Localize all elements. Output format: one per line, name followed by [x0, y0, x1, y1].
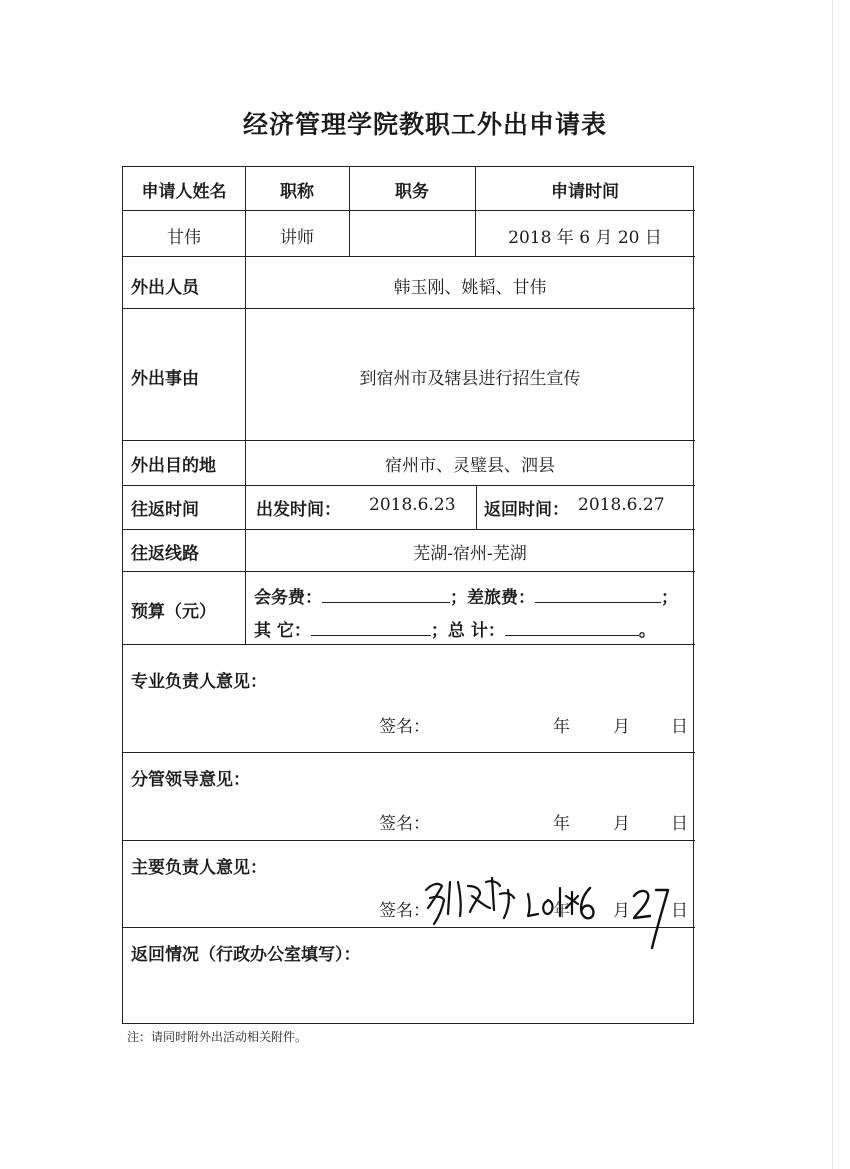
deputy-day: 日: [671, 814, 688, 834]
meeting-fee-blank: [322, 586, 450, 603]
form-title: 经济管理学院教职工外出申请表: [242, 110, 607, 139]
destination-value: 宿州市、灵璧县、泗县: [385, 456, 555, 476]
budget-period: 。: [638, 621, 656, 641]
applicant-date: 2018 年 6 月 20 日: [508, 228, 662, 248]
return-label: 返回时间：: [484, 500, 569, 520]
major-day: 日: [671, 717, 688, 737]
other-fee-label: 其 它：: [254, 621, 311, 641]
major-year: 年: [553, 717, 570, 737]
return-value: 2018.6.27: [578, 495, 665, 515]
reason-label: 外出事由: [131, 369, 199, 389]
deputy-month: 月: [613, 814, 630, 834]
chief-month: 月: [613, 901, 630, 921]
handwritten-signature: [420, 852, 690, 952]
staff-label: 外出人员: [131, 278, 199, 298]
scan-edge: [832, 0, 833, 1169]
chief-opinion-label: 主要负责人意见：: [131, 858, 267, 878]
travel-fee-label: 差旅费：: [467, 588, 535, 608]
total-blank: [505, 619, 639, 636]
header-date: 申请时间: [551, 182, 619, 202]
chief-sign-label: 签名：: [379, 901, 430, 921]
total-label: 总 计：: [447, 621, 505, 641]
depart-value: 2018.6.23: [369, 495, 456, 515]
major-opinion-label: 专业负责人意见：: [131, 672, 267, 692]
deputy-sign-label: 签名：: [379, 814, 430, 834]
deputy-opinion-label: 分管领导意见：: [131, 770, 250, 790]
deputy-year: 年: [553, 814, 570, 834]
budget-line-1: [254, 583, 678, 608]
depart-label: 出发时间：: [256, 500, 341, 520]
header-position: 职务: [395, 182, 429, 202]
route-value: 芜湖-宿州-芜湖: [413, 544, 527, 564]
route-label: 往返线路: [131, 544, 199, 564]
destination-label: 外出目的地: [131, 456, 216, 476]
return-status-label: 返回情况（行政办公室填写）：: [131, 945, 361, 965]
chief-day: 日: [671, 901, 688, 921]
travel-fee-blank: [535, 586, 661, 603]
header-rank: 职称: [280, 182, 314, 202]
budget-label: 预算（元）: [131, 602, 216, 622]
budget-line-2: [254, 616, 656, 641]
budget-semicolon-3: ；: [430, 621, 448, 641]
other-fee-blank: [311, 619, 431, 636]
major-month: 月: [613, 717, 630, 737]
budget-semicolon-2: ；: [661, 588, 678, 608]
chief-year: 年: [553, 901, 570, 921]
footnote: 注：请同时附外出活动相关附件。: [127, 1030, 308, 1044]
major-sign-label: 签名：: [379, 717, 430, 737]
applicant-rank: 讲师: [280, 228, 314, 248]
header-applicant-name: 申请人姓名: [141, 182, 227, 202]
budget-semicolon-1: ；: [450, 588, 467, 608]
times-label: 往返时间: [131, 500, 199, 520]
meeting-fee-label: 会务费：: [254, 588, 322, 608]
applicant-name: 甘伟: [167, 228, 201, 248]
reason-value: 到宿州市及辖县进行招生宣传: [359, 369, 581, 389]
staff-value: 韩玉刚、姚韬、甘伟: [393, 278, 547, 298]
